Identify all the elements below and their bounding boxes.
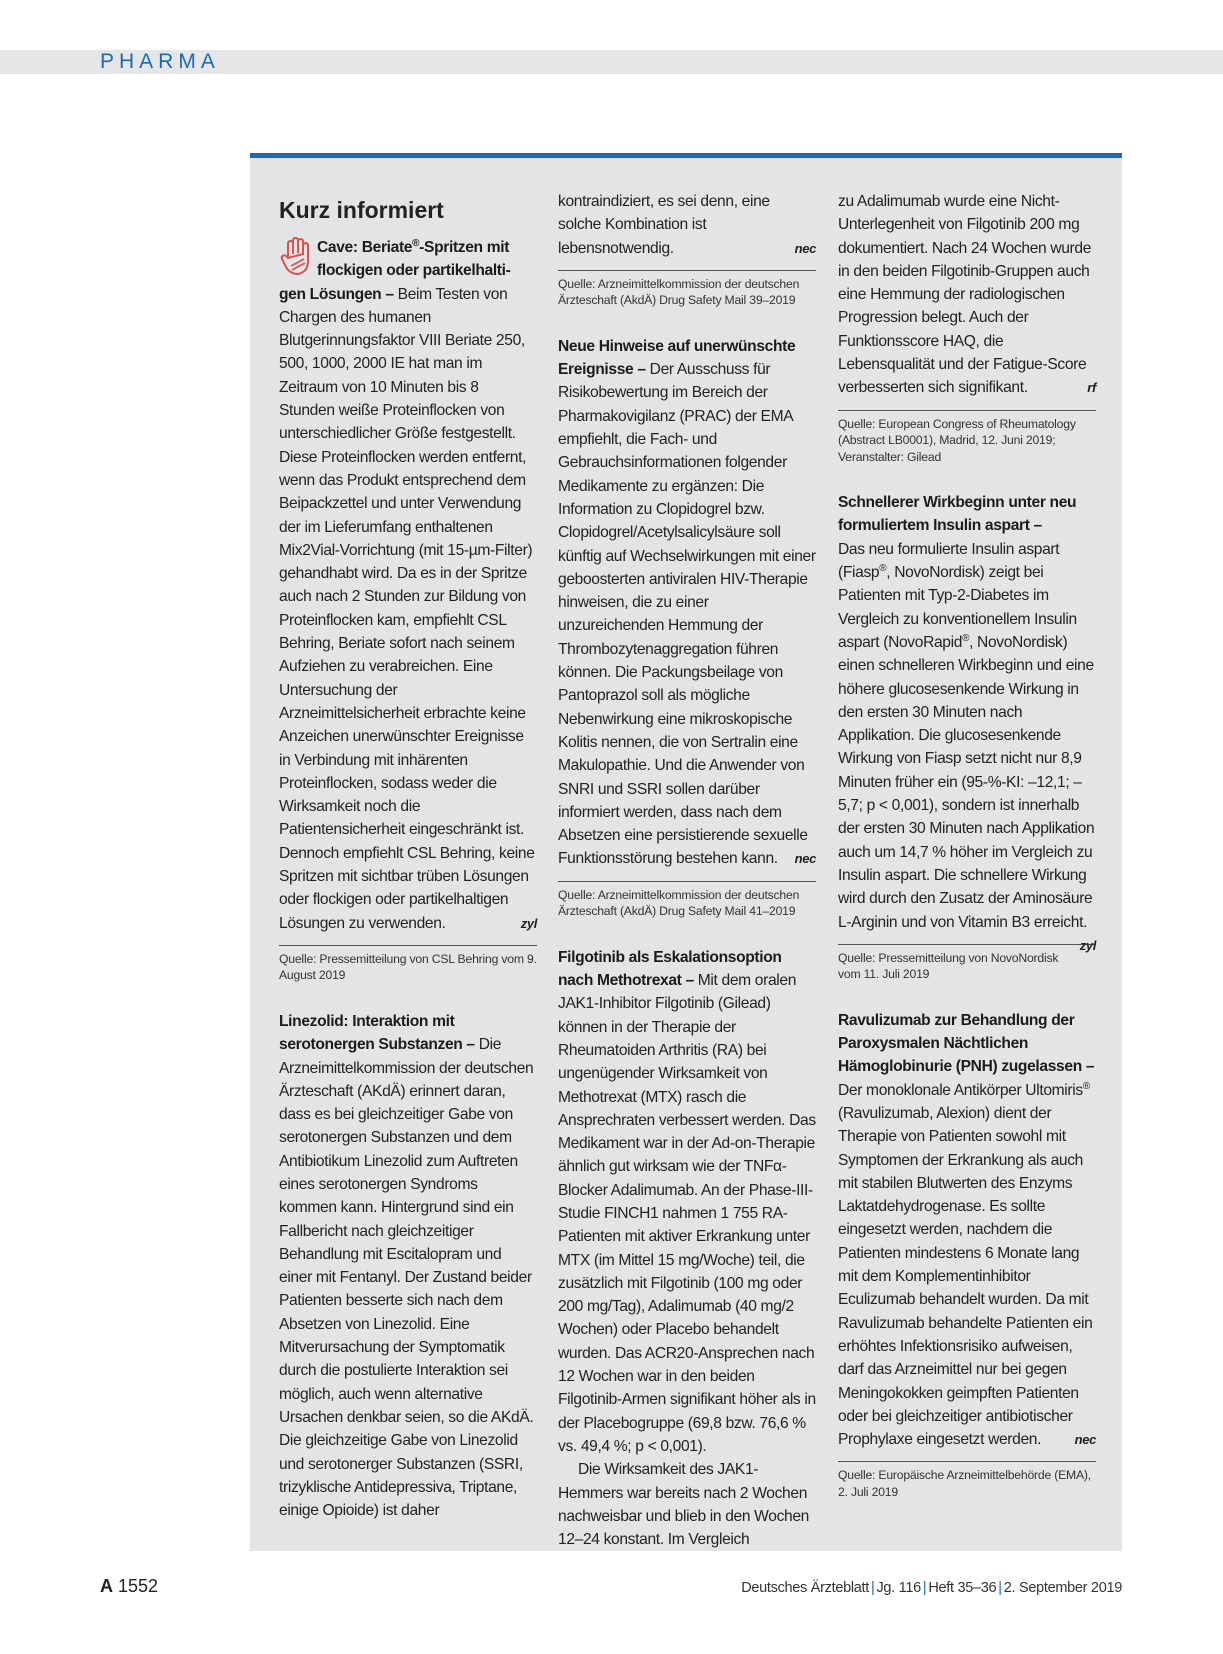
ravulizumab-sup: ® bbox=[1082, 1080, 1090, 1092]
filgotinib-body-cont: zu Adalimumab wurde eine Nicht-Unterlegenheit von Filgotinib 200 mg dokumentiert. Nach 24 Wochen wurde in den beiden Filgotinib-Gruppen auch eine Hemmung der radiologischen Progression belegt. Auch der Funktionsscore HAQ, die Lebensqualität und der Fatigue-Score verbesserten sich signifikant. bbox=[838, 193, 1092, 397]
linezolid-continuation bbox=[558, 190, 816, 260]
page-prefix: A bbox=[100, 1576, 113, 1596]
article-filgotinib bbox=[558, 946, 816, 1459]
filgotinib-author: rf bbox=[1087, 380, 1096, 396]
fiasp-sup-1: ® bbox=[879, 563, 887, 575]
journal-volume: Jg. 116 bbox=[876, 1580, 921, 1596]
fiasp-sup-2: ® bbox=[962, 632, 970, 644]
fiasp-body-b: , NovoNordisk) zeigt bei Patienten mit Typ-2-Diabetes im Vergleich zu konventionellem Insulin aspart (NovoRapid bbox=[838, 564, 1077, 651]
box-title: Kurz informiert bbox=[279, 197, 444, 223]
linezolid-title: Linezolid: Interaktion mit serotonergen Substanzen – bbox=[279, 1012, 475, 1054]
fiasp-author: zyl bbox=[1079, 937, 1096, 953]
hand-warning-icon bbox=[279, 236, 313, 276]
linezolid-author: nec bbox=[794, 240, 816, 256]
fiasp-body-a: Das neu formulierte Insulin aspart (Fiasp bbox=[838, 540, 1060, 582]
article-linezolid bbox=[279, 1010, 537, 1523]
ravulizumab-title: Ravulizumab zur Behandlung der Paroxysmalen Nächtlichen Hämoglobinurie (PNH) zugelassen – bbox=[838, 1011, 1095, 1076]
footer-page-number bbox=[100, 1576, 158, 1597]
article-beriate bbox=[279, 236, 537, 935]
beriate-title-b: -Spritzen mit flockigen oder partikelhalti- gen Lösungen – bbox=[279, 239, 511, 303]
column-2 bbox=[558, 190, 816, 1551]
prac-title: Neue Hinweise auf unerwünschte Ereignisse – bbox=[558, 337, 796, 379]
ravulizumab-author: nec bbox=[1074, 1432, 1096, 1448]
column-1 bbox=[279, 196, 537, 1522]
beriate-author: zyl bbox=[520, 915, 537, 931]
page-number: 1552 bbox=[118, 1576, 159, 1596]
ravulizumab-source: Quelle: Europäische Arzneimittelbehörde (EMA), 2. Juli 2019 bbox=[838, 1461, 1096, 1500]
beriate-body: Beim Testen von Chargen des humanen Blutgerinnungsfaktor VIII Beriate 250, 500, 1000, 2000 IE hat man im Zeitraum von 10 Minuten bis 8 Stunden weiße Proteinflocken von unterschiedlicher Größe festgestellt. Diese Proteinflocken werden entfernt, wenn das Produkt entsprechend dem Beipackzettel und unter Verwendung der im Lieferumfang enthaltenen Mix2Vial-Vorrichtung (mit 15-µm-Filter) gehandhabt wird. Da es in der Spritze auch nach 2 Stunden zur Bildung von Proteinflocken kam, empfiehlt CSL Behring, Beriate sofort nach seinem Aufziehen zu verabreichen. Eine Untersuchung der Arzneimittelsicherheit erbrachte keine Anzeichen unerwünschter Ereignisse in Verbindung mit inhärenten Proteinflocken, sodass weder die Wirksamkeit noch die Patientensicherheit eingeschränkt ist. Dennoch empfiehlt CSL Behring, keine Spritzen mit sichtbar trüben Lösungen oder flockigen oder partikelhaltigen Lösungen zu verwenden. bbox=[279, 285, 535, 932]
linezolid-source: Quelle: Arzneimittelkommission der deutschen Ärzteschaft (AkdÄ) Drug Safety Mail 39–2019 bbox=[558, 270, 816, 309]
prac-body: Der Ausschuss für Risikobewertung im Bereich der Pharmakovigilanz (PRAC) der EMA empfiehlt, die Fach- und Gebrauchsinformationen folgender Medikamente zu ergänzen: Die Information zu Clopidogrel bzw. Clopidogrel/Acetylsalicylsäure soll künftig auf Wechselwirkungen mit einer geboosterten antiviralen HIV-Therapie hinweisen, die zu einer unzureichenden Hemmung der Thrombozytenaggregation führen können. Die Packungsbeilage von Pantoprazol soll als mögliche Nebenwirkung eine mikroskopische Kolitis nennen, die von Sertralin eine Makulopathie. Und die Anwender von SNRI und SSRI sollen darüber informiert werden, dass nach dem Absetzen eine persistierende sexuelle Funktionsstörung bestehen kann. bbox=[558, 361, 816, 868]
column-3 bbox=[838, 190, 1096, 1500]
linezolid-body-cont: kontraindiziert, es sei denn, eine solche Kombination ist lebensnotwendig. bbox=[558, 193, 770, 257]
prac-source: Quelle: Arzneimittelkommission der deutschen Ärzteschaft (AkdÄ) Drug Safety Mail 41–2019 bbox=[558, 881, 816, 920]
article-prac bbox=[558, 335, 816, 871]
beriate-title-sup: ® bbox=[412, 238, 420, 249]
article-fiasp bbox=[838, 491, 1096, 953]
filgotinib-continuation bbox=[838, 190, 1096, 400]
filgotinib-source: Quelle: European Congress of Rheumatology (Abstract LB0001), Madrid, 12. Juni 2019; Veranstalter: Gilead bbox=[838, 410, 1096, 466]
fiasp-title: Schnellerer Wirkbeginn unter neu formuliertem Insulin aspart – bbox=[838, 494, 1077, 535]
journal-issue: Heft 35–36 bbox=[928, 1580, 997, 1596]
article-ravulizumab bbox=[838, 1009, 1096, 1452]
section-label: PHARMA bbox=[100, 50, 220, 73]
journal-name: Deutsches Ärzteblatt bbox=[741, 1580, 869, 1596]
filgotinib-title: Filgotinib als Eskalationsoption nach Methotrexat – bbox=[558, 948, 782, 990]
footer-journal-info: Deutsches Ärzteblatt | Jg. 116 | Heft 35–36 | 2. September 2019 bbox=[741, 1580, 1122, 1596]
filgotinib-body2: Die Wirksamkeit des JAK1-Hemmers war bereits nach 2 Wochen nachweisbar und blieb in den Wochen 12–24 konstant. Im Vergleich bbox=[558, 1461, 810, 1549]
ravulizumab-body-a: Der monoklonale Antikörper Ultomiris bbox=[838, 1081, 1083, 1099]
journal-date: 2. September 2019 bbox=[1003, 1580, 1122, 1596]
beriate-source: Quelle: Pressemitteilung von CSL Behring vom 9. August 2019 bbox=[279, 945, 537, 984]
fiasp-source: Quelle: Pressemitteilung von NovoNordisk vom 11. Juli 2019 bbox=[838, 944, 1096, 983]
ravulizumab-body-b: (Ravulizumab, Alexion) dient der Therapie von Patienten sowohl mit Symptomen der Erkrankung als auch mit stabilen Blutwerten des Enzyms Laktatdehydrogenase. Es sollte eingesetzt werden, nachdem die Patienten mindestens 6 Monate lang mit dem Komplementinhibitor Eculizumab behandelt wurden. Da mit Ravulizumab behandelte Patienten ein erhöhtes Infektionsrisiko aufweisen, darf das Arzneimittel nur bei gegen Meningokokken geimpften Patienten oder bei gleichzeitiger antibiotischer Prophylaxe eingesetzt werden. bbox=[838, 1105, 1093, 1449]
filgotinib-body: Mit dem oralen JAK1-Inhibitor Filgotinib (Gilead) können in der Therapie der Rheumatoiden Arthritis (RA) bei ungenügender Wirksamkeit von Methotrexat (MTX) rasch die Ansprechraten verbessert werden. Das Medikament war in der Ad-on-Therapie ähnlich gut wirksam wie der TNFα-Blocker Adalimumab. An der Phase-III-Studie FINCH1 nahmen 1 755 RA-Patienten mit aktiver Erkrankung unter MTX (im Mittel 15 mg/Woche) teil, die zusätzlich mit Filgotinib (100 mg oder 200 mg/Tag), Adalimumab (40 mg/2 Wochen) oder Placebo behandelt wurden. Das ACR20-Ansprechen nach 12 Wochen war in den beiden Filgotinib-Armen signifikant höher als in der Placebogruppe (69,8 bzw. 76,6 % vs. 49,4 %; p < 0,001). bbox=[558, 972, 816, 1455]
linezolid-body: Die Arzneimittelkommission der deutschen Ärzteschaft (AKdÄ) erinnert daran, dass es bei gleichzeitiger Gabe von serotonergen Substanzen und dem Antibiotikum Linezolid zum Auftreten eines serotonergen Syndroms kommen kann. Hintergrund sind ein Fallbericht nach gleichzeitiger Behandlung mit Escitalopram und einer mit Fentanyl. Der Zustand beider Patienten besserte sich nach dem Absetzen von Linezolid. Eine Mitverursachung der Symptomatik durch die postulierte Interaktion sei möglich, auch wenn alternative Ursachen denkbar seien, so die AKdÄ. Die gleichzeitige Gabe von Linezolid und serotonerger Substanzen (SSRI, trizyklische Antidepressiva, Triptane, einige Opioide) ist daher bbox=[279, 1036, 534, 1520]
fiasp-body-c: , NovoNordisk) einen schnelleren Wirkbeginn und eine höhere glucosesenkende Wirkung in den ersten 30 Minuten nach Applikation. Die glucosesenkende Wirkung von Fiasp setzt nicht nur 8,9 Minuten früher ein (95-%-KI: –12,1; –5,7; p < 0,001), sondern ist innerhalb der ersten 30 Minuten nach Applikation auch um 14,7 % höher im Vergleich zu Insulin aspart. Die schnellere Wirkung wird durch den Zusatz der Aminosäure L-Arginin und von Vitamin B3 erreicht. bbox=[838, 633, 1095, 931]
filgotinib-paragraph-2 bbox=[558, 1458, 816, 1551]
beriate-title-a: Cave: Beriate bbox=[317, 239, 413, 256]
prac-author: nec bbox=[794, 851, 816, 867]
